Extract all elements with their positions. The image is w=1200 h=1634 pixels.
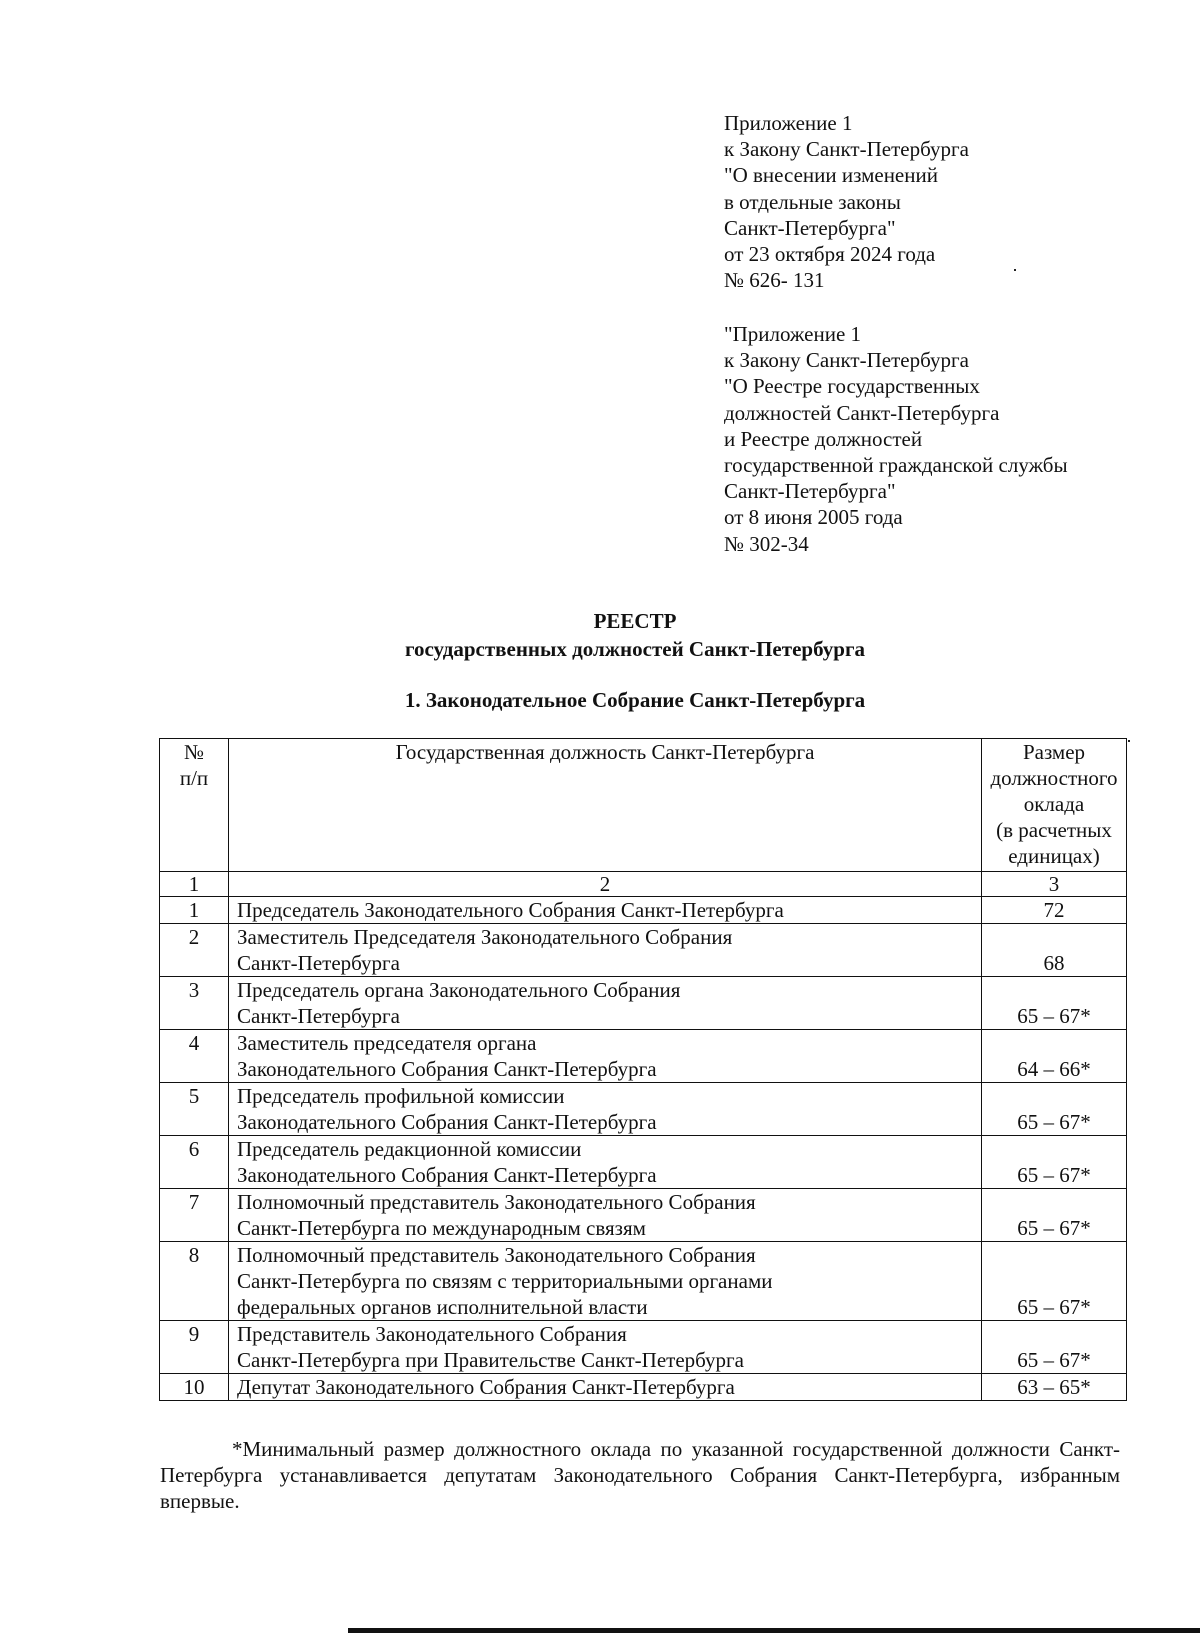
scan-edge-line [348,1628,1200,1633]
table-row [160,1083,1127,1136]
appendix-line: "О внесении изменений [724,163,938,188]
row-number: 8 [160,1242,229,1321]
row-number: 7 [160,1189,229,1242]
row-salary: 68 [982,924,1127,977]
quoted-line: Санкт-Петербурга" [724,479,896,504]
row-salary: 65 – 67* [982,1321,1127,1374]
row-number: 4 [160,1030,229,1083]
quoted-line: от 8 июня 2005 года [724,505,903,530]
table-body [160,897,1127,1401]
row-position: Председатель редакционной комиссии Законодательного Собрания Санкт-Петербурга [229,1136,982,1189]
quoted-line: должностей Санкт-Петербурга [724,400,1000,425]
row-salary: 72 [982,897,1127,924]
quoted-line: и Реестре должностей [724,426,923,451]
row-number: 9 [160,1321,229,1374]
row-number: 10 [160,1374,229,1401]
row-salary: 65 – 67* [982,1242,1127,1321]
quoted-header [724,321,1068,557]
table-row [160,1242,1127,1321]
column-index: 2 [229,872,982,897]
row-position: Заместитель председателя органа Законодательного Собрания Санкт-Петербурга [229,1030,982,1083]
row-position: Заместитель Председателя Законодательного Собрания Санкт-Петербурга [229,924,982,977]
registry-title: РЕЕСТР [593,609,677,633]
registry-table [159,738,1127,1401]
appendix-line-number: № 626- 131 [724,268,825,293]
row-position: Полномочный представитель Законодательного Собрания Санкт-Петербурга по международным связям [229,1189,982,1242]
header-position [229,739,982,872]
table-row [160,1189,1127,1242]
quoted-line: "О Реестре государственных [724,374,980,399]
row-position: Председатель Законодательного Собрания Санкт-Петербурга [229,897,982,924]
row-position: Председатель профильной комиссии Законодательного Собрания Санкт-Петербурга [229,1083,982,1136]
row-salary: 65 – 67* [982,1136,1127,1189]
row-salary: 64 – 66* [982,1030,1127,1083]
table-header-row [160,739,1127,872]
appendix-header [724,110,969,293]
row-salary: 65 – 67* [982,977,1127,1030]
scan-speck [1014,269,1016,271]
column-index: 3 [982,872,1127,897]
row-number: 1 [160,897,229,924]
row-position: Депутат Законодательного Собрания Санкт-Петербурга [229,1374,982,1401]
column-index: 1 [160,872,229,897]
row-number: 5 [160,1083,229,1136]
row-position: Представитель Законодательного Собрания Санкт-Петербурга при Правительстве Санкт-Петербурга [229,1321,982,1374]
scan-speck [1128,740,1130,742]
row-salary: 63 – 65* [982,1374,1127,1401]
quoted-line: "Приложение 1 [724,322,862,346]
section-title: 1. Законодательное Собрание Санкт-Петербурга [404,688,866,712]
quoted-line: к Закону Санкт-Петербурга [724,348,969,373]
header-salary [982,739,1127,872]
table-row [160,897,1127,924]
header-position-text: Государственная должность Санкт-Петербурга [395,740,815,764]
row-position: Председатель органа Законодательного Собрания Санкт-Петербурга [229,977,982,1030]
table-row [160,1374,1127,1401]
row-position: Полномочный представитель Законодательного Собрания Санкт-Петербурга по связям с территориальными органами федеральных органов исполнительной власти [229,1242,982,1321]
table-row [160,924,1127,977]
table-row [160,1030,1127,1083]
appendix-line: в отдельные законы [724,189,901,214]
appendix-line: к Закону Санкт-Петербурга [724,137,969,162]
quoted-line: государственной гражданской службы [724,453,1068,478]
registry-subtitle: государственных должностей Санкт-Петербурга [404,637,865,661]
footnote: *Минимальный размер должностного оклада по указанной государственной должности Санкт-Петербурга устанавливается депутатам Законодательного Собрания Санкт-Петербурга, избранным впервые. [160,1437,1120,1513]
header-salary-text: Размер должностного оклада (в расчетных единицах) [990,740,1118,868]
header-num [160,739,229,872]
row-number: 3 [160,977,229,1030]
appendix-line: от 23 октября 2024 года [724,242,936,267]
header-num-text: № п/п [179,740,209,790]
quoted-line-number: № 302-34 [724,531,809,556]
column-index-row [160,872,1127,897]
row-number: 2 [160,924,229,977]
appendix-line: Санкт-Петербурга" [724,215,896,240]
row-salary: 65 – 67* [982,1083,1127,1136]
row-salary: 65 – 67* [982,1189,1127,1242]
table-row [160,1136,1127,1189]
table-row [160,977,1127,1030]
table-row [160,1321,1127,1374]
row-number: 6 [160,1136,229,1189]
appendix-line: Приложение 1 [724,111,853,135]
